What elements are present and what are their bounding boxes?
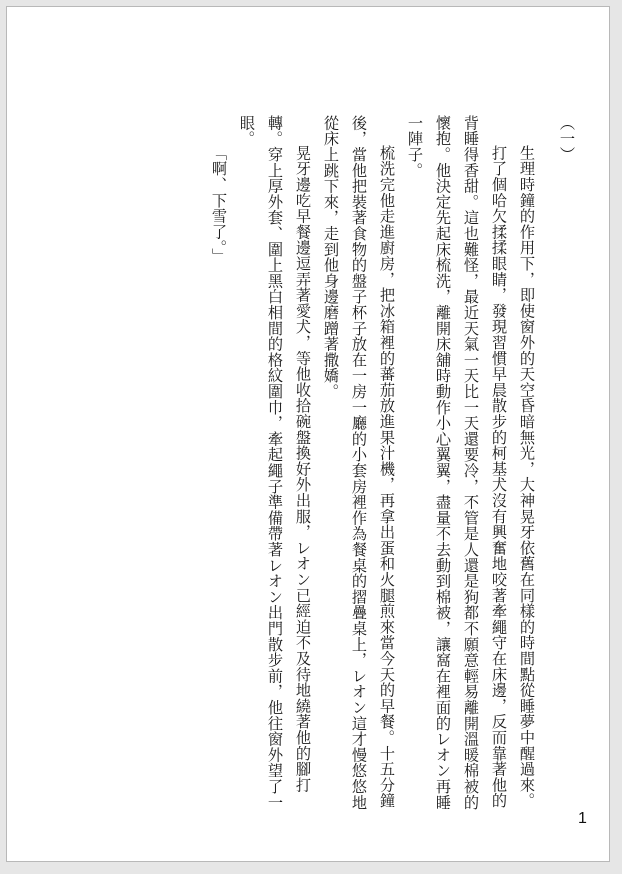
paragraph-1: 生理時鐘的作用下，即使窗外的天空昏暗無光，大神晃牙依舊在同樣的時間點從睡夢中醒過來。 <box>518 145 536 809</box>
paragraph-3: 梳洗完他走進廚房，把冰箱裡的蕃茄放進果汁機，再拿出蛋和火腿煎來當今天的早餐。十五分鐘後，當他把裝著食物的盤子杯子放在一房一廳的小套房裡作為餐桌的摺疊桌上，レオン這才慢悠悠地從床上跳下來，走到他身邊磨蹭著撒嬌。 <box>322 115 396 811</box>
page-number: 1 <box>578 810 587 827</box>
vertical-text-block <box>205 115 581 815</box>
document-page <box>6 6 610 862</box>
chapter-heading: （一） <box>558 115 576 163</box>
paragraph-4: 晃牙邊吃早餐邊逗弄著愛犬，等他收拾碗盤換好外出服，レオン已經迫不及待地繞著他的腳打轉。穿上厚外套、圍上黑白相間的格紋圍巾，牽起繩子準備帶著レオン出門散步前，他往窗外望了一眼。 <box>238 115 312 811</box>
dialogue-line: 「啊、下雪了。」 <box>210 145 228 265</box>
paragraph-2: 打了個哈欠揉揉眼睛，發現習慣早晨散步的柯基犬沒有興奮地咬著牽繩守在床邊，反而靠著他的背睡得香甜。這也難怪，最近天氣一天比一天還要冷，不管是人還是狗都不願意輕易離開溫暖棉被的懷抱。他決定先起床梳洗，離開床舖時動作小心翼翼，盡量不去動到棉被，讓窩在裡面的レオン再睡一陣子。 <box>406 115 508 811</box>
